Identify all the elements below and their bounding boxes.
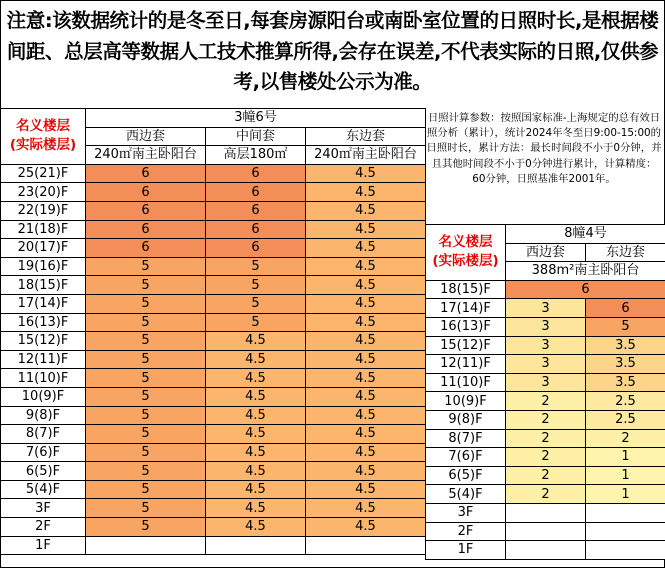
floor-label: 19(16)F — [1, 257, 86, 276]
floor-label: 8(7)F — [1, 425, 86, 444]
sunlight-hours-cell: 6 — [206, 183, 306, 202]
table-row — [1, 425, 426, 444]
sunlight-hours-cell: 4.5 — [306, 294, 426, 313]
sunlight-hours-cell: 3.5 — [586, 336, 665, 355]
sunlight-hours-cell: 5 — [86, 313, 206, 332]
floor-header-2-line1: 名义楼层 — [438, 234, 493, 251]
table-row — [1, 332, 426, 351]
sunlight-hours-cell: 2.5 — [586, 392, 665, 411]
sunlight-hours-cell: 5 — [86, 294, 206, 313]
sunlight-hours-cell: 3 — [506, 317, 586, 336]
sunlight-hours-cell: 2 — [506, 448, 586, 467]
sunlight-hours-cell: 5 — [206, 257, 306, 276]
floor-label: 22(19)F — [1, 201, 86, 220]
floor-header-line1: 名义楼层 — [16, 118, 70, 135]
sunlight-hours-cell: 5 — [206, 294, 306, 313]
sunlight-hours-cell: 4.5 — [306, 387, 426, 406]
column-header-middle: 中间套 — [206, 127, 306, 146]
sunlight-hours-cell: 4.5 — [206, 518, 306, 537]
sunlight-hours-cell: 4.5 — [206, 425, 306, 444]
sunlight-hours-cell: 4.5 — [206, 406, 306, 425]
table-row — [426, 392, 665, 411]
column-subheader-west: 240㎡南主卧阳台 — [86, 146, 206, 165]
floor-label: 7(6)F — [1, 443, 86, 462]
sunlight-hours-cell: 4.5 — [306, 257, 426, 276]
table-row — [1, 387, 426, 406]
floor-label: 2F — [1, 518, 86, 537]
sunlight-hours-cell: 1 — [586, 448, 665, 467]
sunlight-hours-cell: 4.5 — [206, 332, 306, 351]
sunlight-hours-cell: 4.5 — [206, 499, 306, 518]
sunlight-hours-cell: 4.5 — [206, 443, 306, 462]
sunlight-hours-cell: 4.5 — [306, 369, 426, 388]
floor-label: 3F — [1, 499, 86, 518]
floor-label: 16(13)F — [426, 317, 506, 336]
sunlight-hours-cell: 4.5 — [306, 332, 426, 351]
sunlight-hours-cell: 4.5 — [306, 443, 426, 462]
sunlight-hours-cell: 4.5 — [306, 239, 426, 258]
floor-label: 3F — [426, 503, 506, 522]
sunlight-hours-cell — [306, 536, 426, 555]
sunlight-hours-cell: 3 — [506, 355, 586, 374]
table-row — [1, 518, 426, 537]
table-row — [1, 406, 426, 425]
table-row — [1, 183, 426, 202]
sunlight-hours-cell: 4.5 — [306, 518, 426, 537]
sunlight-hours-cell: 4.5 — [306, 406, 426, 425]
table-row — [426, 299, 665, 318]
sunlight-hours-cell: 2 — [506, 466, 586, 485]
sunlight-hours-cell — [506, 541, 586, 560]
sunlight-hours-cell: 6 — [86, 164, 206, 183]
sunlight-hours-cell: 3 — [506, 373, 586, 392]
table-row — [426, 448, 665, 467]
sunlight-hours-cell: 4.5 — [306, 276, 426, 295]
table-row — [1, 536, 426, 555]
table-row — [1, 164, 426, 183]
floor-label: 9(8)F — [426, 410, 506, 429]
sunlight-hours-cell: 6 — [586, 299, 665, 318]
floor-label: 20(17)F — [1, 239, 86, 258]
sunlight-hours-cell: 5 — [86, 406, 206, 425]
table-row — [426, 336, 665, 355]
floor-label: 7(6)F — [426, 448, 506, 467]
column-subheader-east: 240㎡南主卧阳台 — [306, 146, 426, 165]
table-row — [1, 313, 426, 332]
floor-label: 12(11)F — [426, 355, 506, 374]
floor-label: 16(13)F — [1, 313, 86, 332]
floor-label: 17(14)F — [426, 299, 506, 318]
sunlight-hours-cell: 2 — [586, 429, 665, 448]
sunlight-hours-cell: 5 — [86, 499, 206, 518]
sunlight-hours-cell: 4.5 — [306, 462, 426, 481]
column-subheader-middle: 高层180㎡ — [206, 146, 306, 165]
sunlight-hours-cell: 5 — [86, 332, 206, 351]
sunlight-hours-cell: 5 — [86, 369, 206, 388]
floor-label: 1F — [1, 536, 86, 555]
sunlight-hours-cell: 6 — [506, 280, 665, 299]
notice-text: 注意:该数据统计的是冬至日,每套房源阳台或南卧室位置的日照时长,是根据楼间距、总层高等数据人工技术推算所得,会存在误差,不代表实际的日照,仅供参考,以售楼处公示为准。 — [6, 9, 659, 93]
sunlight-hours-cell: 2.5 — [586, 410, 665, 429]
sunlight-hours-cell: 2 — [506, 410, 586, 429]
building-title-2: 8幢4号 — [506, 225, 665, 244]
table-row — [426, 466, 665, 485]
sunlight-hours-cell: 2 — [506, 485, 586, 504]
sunlight-hours-cell: 5 — [86, 443, 206, 462]
table-row — [426, 280, 665, 299]
sunlight-hours-cell — [586, 503, 665, 522]
sunlight-hours-cell: 5 — [586, 317, 665, 336]
table-row — [1, 257, 426, 276]
floor-label: 10(9)F — [1, 387, 86, 406]
sunlight-hours-cell: 5 — [86, 462, 206, 481]
sunlight-hours-cell — [206, 536, 306, 555]
floor-label: 6(5)F — [426, 466, 506, 485]
floor-label: 8(7)F — [426, 429, 506, 448]
sunlight-hours-cell: 1 — [586, 485, 665, 504]
table-row — [1, 480, 426, 499]
sunlight-hours-cell: 5 — [86, 425, 206, 444]
floor-label: 25(21)F — [1, 164, 86, 183]
sunlight-hours-cell: 5 — [86, 387, 206, 406]
sunlight-hours-cell — [586, 541, 665, 560]
sunlight-hours-cell: 3.5 — [586, 373, 665, 392]
sunlight-hours-cell: 5 — [206, 276, 306, 295]
floor-label: 12(11)F — [1, 350, 86, 369]
table-row — [1, 294, 426, 313]
table-row — [1, 201, 426, 220]
sunlight-hours-cell: 3.5 — [586, 355, 665, 374]
floor-header-line2: (实际楼层) — [9, 137, 77, 154]
sunlight-hours-cell — [586, 522, 665, 541]
sunlight-hours-cell: 5 — [206, 313, 306, 332]
table-row — [426, 503, 665, 522]
table-row — [1, 499, 426, 518]
sunlight-hours-cell: 6 — [86, 201, 206, 220]
sunlight-hours-cell: 2 — [506, 429, 586, 448]
column-header-west: 西边套 — [86, 127, 206, 146]
sunlight-hours-cell: 5 — [86, 518, 206, 537]
floor-label: 11(10)F — [1, 369, 86, 388]
sunlight-hours-cell: 4.5 — [306, 201, 426, 220]
sunlight-hours-cell: 5 — [86, 350, 206, 369]
table-row — [1, 350, 426, 369]
sunlight-hours-cell: 4.5 — [306, 350, 426, 369]
floor-label: 5(4)F — [426, 485, 506, 504]
table-row — [426, 429, 665, 448]
sunlight-hours-cell: 5 — [86, 276, 206, 295]
sunlight-hours-cell: 4.5 — [306, 164, 426, 183]
sunlight-hours-cell: 1 — [586, 466, 665, 485]
table-row — [426, 355, 665, 374]
sunlight-hours-cell: 4.5 — [206, 480, 306, 499]
table-row — [426, 522, 665, 541]
sunlight-hours-cell: 6 — [86, 239, 206, 258]
floor-header-2-line2: (实际楼层) — [432, 253, 499, 270]
table-row — [426, 485, 665, 504]
floor-label: 10(9)F — [426, 392, 506, 411]
sunlight-hours-cell: 3 — [506, 336, 586, 355]
table-row — [1, 369, 426, 388]
building-8-4-table — [425, 224, 665, 560]
table-row — [1, 220, 426, 239]
table-row — [1, 462, 426, 481]
column-subheader-2: 388m²南主卧阳台 — [506, 262, 665, 281]
floor-header-2 — [426, 225, 506, 281]
column-header-east-2: 东边套 — [586, 243, 665, 262]
floor-label: 11(10)F — [426, 373, 506, 392]
sunlight-hours-cell — [506, 503, 586, 522]
sunlight-hours-cell — [86, 536, 206, 555]
table-row — [1, 239, 426, 258]
sunlight-hours-cell: 3 — [506, 299, 586, 318]
sunlight-hours-cell: 6 — [206, 201, 306, 220]
sunlight-hours-cell: 4.5 — [306, 183, 426, 202]
building-title: 3幢6号 — [86, 109, 426, 128]
floor-label: 15(12)F — [1, 332, 86, 351]
sunlight-hours-cell: 4.5 — [306, 313, 426, 332]
table-row — [1, 276, 426, 295]
floor-label: 2F — [426, 522, 506, 541]
floor-label: 15(12)F — [426, 336, 506, 355]
column-header-east: 东边套 — [306, 127, 426, 146]
sunlight-hours-cell: 6 — [206, 239, 306, 258]
sunlight-hours-cell: 4.5 — [206, 462, 306, 481]
calc-note: 日照计算参数：按照国家标准-上海规定的总有效日照分析（累计），统计2024年冬至日9:00-15:00的日照时长，累计方法：最长时间段不小于0分钟，并且其他时间段不小于0分钟进行累计，计算精度：60分钟，日照基准年2001年。 — [426, 112, 662, 185]
column-header-west-2: 西边套 — [506, 243, 586, 262]
sunlight-hours-cell: 4.5 — [206, 369, 306, 388]
table-row — [426, 541, 665, 560]
table-row — [426, 373, 665, 392]
sunlight-hours-cell: 4.5 — [306, 499, 426, 518]
sunlight-hours-cell: 4.5 — [306, 425, 426, 444]
table-row — [1, 443, 426, 462]
sunlight-hours-cell: 6 — [206, 164, 306, 183]
floor-label: 9(8)F — [1, 406, 86, 425]
table-row — [426, 317, 665, 336]
floor-header — [1, 109, 86, 165]
sunlight-hours-cell: 6 — [86, 220, 206, 239]
sunlight-hours-cell: 5 — [86, 480, 206, 499]
sunlight-hours-cell: 2 — [506, 392, 586, 411]
floor-label: 18(15)F — [1, 276, 86, 295]
sunlight-hours-cell: 4.5 — [306, 480, 426, 499]
building-3-6-table — [0, 108, 426, 555]
floor-label: 18(15)F — [426, 280, 506, 299]
floor-label: 23(20)F — [1, 183, 86, 202]
floor-label: 6(5)F — [1, 462, 86, 481]
floor-label: 5(4)F — [1, 480, 86, 499]
sunlight-hours-cell: 6 — [206, 220, 306, 239]
floor-label: 17(14)F — [1, 294, 86, 313]
floor-label: 1F — [426, 541, 506, 560]
sunlight-hours-cell: 5 — [86, 257, 206, 276]
sunlight-hours-cell — [506, 522, 586, 541]
floor-label: 21(18)F — [1, 220, 86, 239]
sunlight-hours-cell: 6 — [86, 183, 206, 202]
table-row — [426, 410, 665, 429]
sunlight-hours-cell: 4.5 — [206, 387, 306, 406]
sunlight-hours-cell: 4.5 — [306, 220, 426, 239]
sunlight-hours-cell: 4.5 — [206, 350, 306, 369]
